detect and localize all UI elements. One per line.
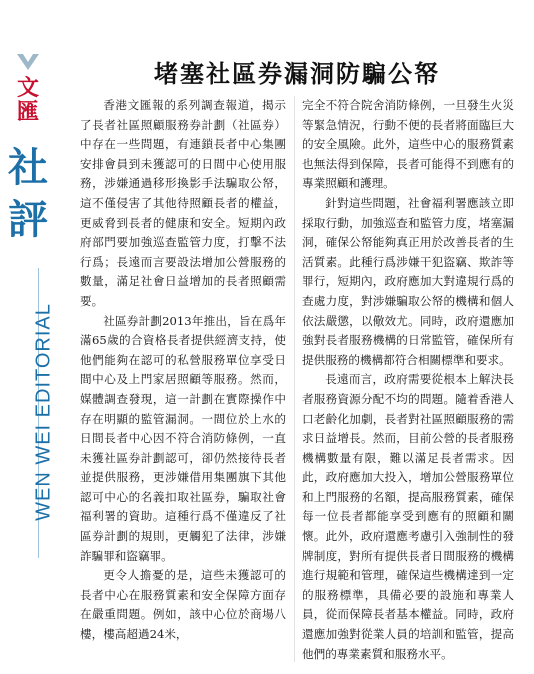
paragraph: 香港文匯報的系列調查報道，揭示了長者社區照顧服務券計劃（社區券）中存在一些問題，有連鎖長者中心集團安排會員到未獲認可的日間中心使用服務，涉嫌通過移形換影手法騙取公帑，這不僅侵害了其他待照顧長者的權益，更威脅到長者的健康和安全。短期內政府部門要加強巡查監管力度，打擊不法行爲；長遠而言要設法增加公營服務的數量，滿足社會日益增加的長者照顧需要。	[80, 98, 286, 308]
english-column-text: WEN WEI EDITORIAL	[32, 303, 55, 521]
pen-nib-icon	[15, 52, 41, 72]
english-column-label	[30, 262, 58, 562]
article-column-right	[302, 96, 514, 664]
article-column-left	[80, 96, 286, 645]
paragraph: 針對這些問題，社會福利署應該立即採取行動，加強巡查和監管力度，堵塞漏洞，確保公帑能夠真正用於改善長者的生活質素。此種行爲涉嫌干犯盜竊、欺詐等罪行，短期內，政府應加大對違規行爲的查處力度，對涉嫌騙取公帑的機構和個人依法嚴懲，以儆效尤。同時，政府還應加強對長者服務機構的日常監管，確保所有提供服務的機構都符合相關標準和要求。	[302, 195, 514, 367]
paragraph: 長遠而言，政府需要從根本上解決長者服務資源分配不均的問題。隨着香港人口老齡化加劇，長者對社區照顧服務的需求日益增長。然而，目前公營的長者服務機構數量有限，難以滿足長者需求。因此，政府應加大投入，增加公營服務單位和上門服務的名額，提高服務質素，確保每一位長者都能享受到應有的照顧和關懷。此外，政府還應考慮引入強制性的發牌制度，對所有提供長者日間服務的機構進行規範和管理，確保這些機構達到一定的服務標準，具備必要的設施和專業人員，從而保障長者基本權益。同時，政府還應加強對從業人員的培訓和監管，提高他們的專業素質和服務水平。	[302, 372, 514, 661]
column-name: 社評	[8, 144, 48, 243]
paragraph: 更令人擔憂的是，這些未獲認可的長者中心在服務質素和安全保障方面存在嚴重問題。例如，該中心位於商場八樓，樓高超過24米，	[80, 568, 286, 642]
column-divider	[294, 96, 295, 662]
article-title: 堵塞社區券漏洞防騙公帑	[154, 59, 440, 88]
paragraph: 社區券計劃2013年推出，旨在爲年滿65歲的合資格長者提供經濟支持，使他們能夠在認可的私營服務單位享受日間中心及上門家居照顧等服務。然而，媒體調查發現，這一計劃在實際操作中存在明顯的監管漏洞。一間位於上水的日間長者中心因不符合消防條例，一直未獲社區券計劃認可，卻仍然接待長者並提供服務，更涉嫌借用集團旗下其他認可中心的名義扣取社區券，騙取社會福利署的資助。這種行爲不僅違反了社區券計劃的規則，更觸犯了法律，涉嫌詐騙罪和盜竊罪。	[80, 313, 286, 563]
paragraph: 完全不符合院舍消防條例，一旦發生火災等緊急情況，行動不便的長者將面臨巨大的安全風險。此外，這些中心的服務質素也無法得到保障，長者可能得不到應有的專業照顧和護理。	[302, 98, 514, 191]
sidebar	[0, 0, 56, 674]
brand-logo: 文匯	[16, 75, 39, 125]
